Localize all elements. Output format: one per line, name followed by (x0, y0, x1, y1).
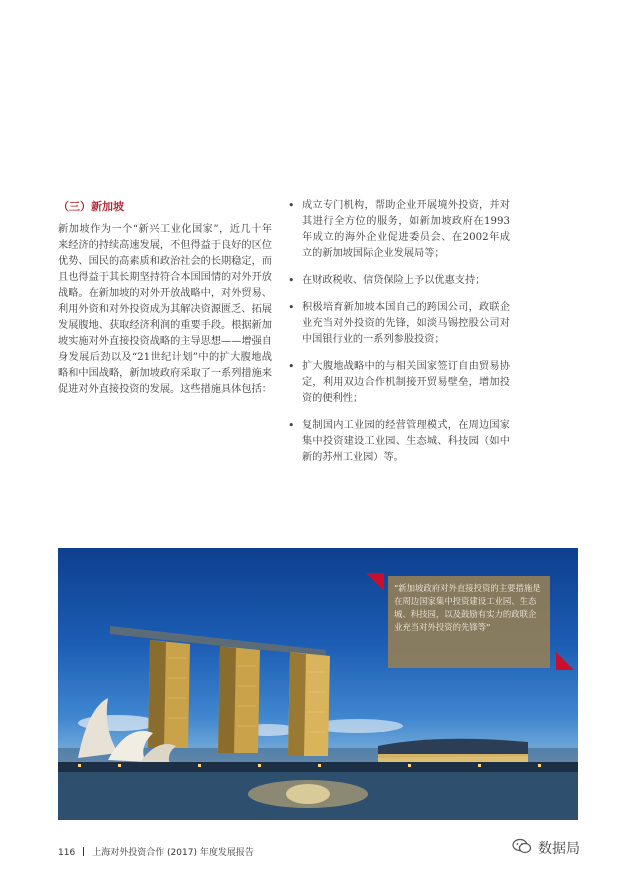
list-item: • 成立专门机构，帮助企业开展境外投资，并对其进行全方位的服务，如新加坡政府在1993年成立的海外企业促进委员会、在2002年成立的新加坡国际企业发展局等； (288, 199, 510, 259)
list-item: • 复制国内工业园的经营管理模式，在周边国家集中投资建设工业园、生态城、科技园（如中新的苏州工业园）等。 (288, 419, 510, 463)
measures-list (288, 198, 510, 477)
quote-corner-top-left (366, 573, 384, 591)
bullet-icon: • (288, 301, 295, 314)
bullet-icon: • (288, 274, 295, 287)
watermark-text: 数据局 (538, 841, 580, 857)
quote-corner-bottom-right (556, 652, 574, 670)
list-item: • 扩大腹地战略中的与相关国家签订自由贸易协定，利用双边合作机制接开贸易壁垒，增加投资的便利性； (288, 360, 510, 404)
page-number: 116 (58, 848, 76, 858)
wechat-icon (512, 838, 532, 858)
list-item: • 积极培育新加坡本国自己的跨国公司，政联企业充当对外投资的先锋，如淡马锡控股公司对中国银行业的一系列参股投资； (288, 301, 510, 345)
footer-divider (83, 847, 84, 856)
intro-paragraph: 新加坡作为一个“新兴工业化国家”，近几十年来经济的持续高速发展，不但得益于良好的区位优势、国民的高素质和政治社会的长期稳定，而且也得益于其长期坚持符合本国国情的对外开放战略。在新加坡的对外开放战略中，对外贸易、利用外资和对外投资成为其解决资源匮乏、拓展发展腹地、获取经济利润的重要手段。根据新加坡实施对外直接投资战略的主导思想——增强自身发展后劲以及“21世纪计划”中的扩大腹地战略和中国战略，新加坡政府采取了一系列措施来促进对外直接投资的发展。这些措施具体包括： (58, 224, 272, 395)
page-footer (58, 845, 254, 858)
bullet-icon: • (288, 419, 295, 432)
list-item: • 在财政税收、信贷保险上予以优惠支持； (288, 274, 486, 287)
bullet-icon: • (288, 199, 295, 212)
section-heading: （三）新加坡 (58, 200, 124, 213)
report-title: 上海对外投资合作 (2017) 年度发展报告 (92, 848, 254, 858)
watermark (512, 838, 580, 858)
bullet-icon: • (288, 360, 295, 373)
pull-quote: “新加坡政府对外直接投资的主要措施是在周边国家集中投资建设工业园、生态城、科技园，以及鼓励有实力的政联企业充当对外投资的先锋等” (394, 583, 541, 632)
